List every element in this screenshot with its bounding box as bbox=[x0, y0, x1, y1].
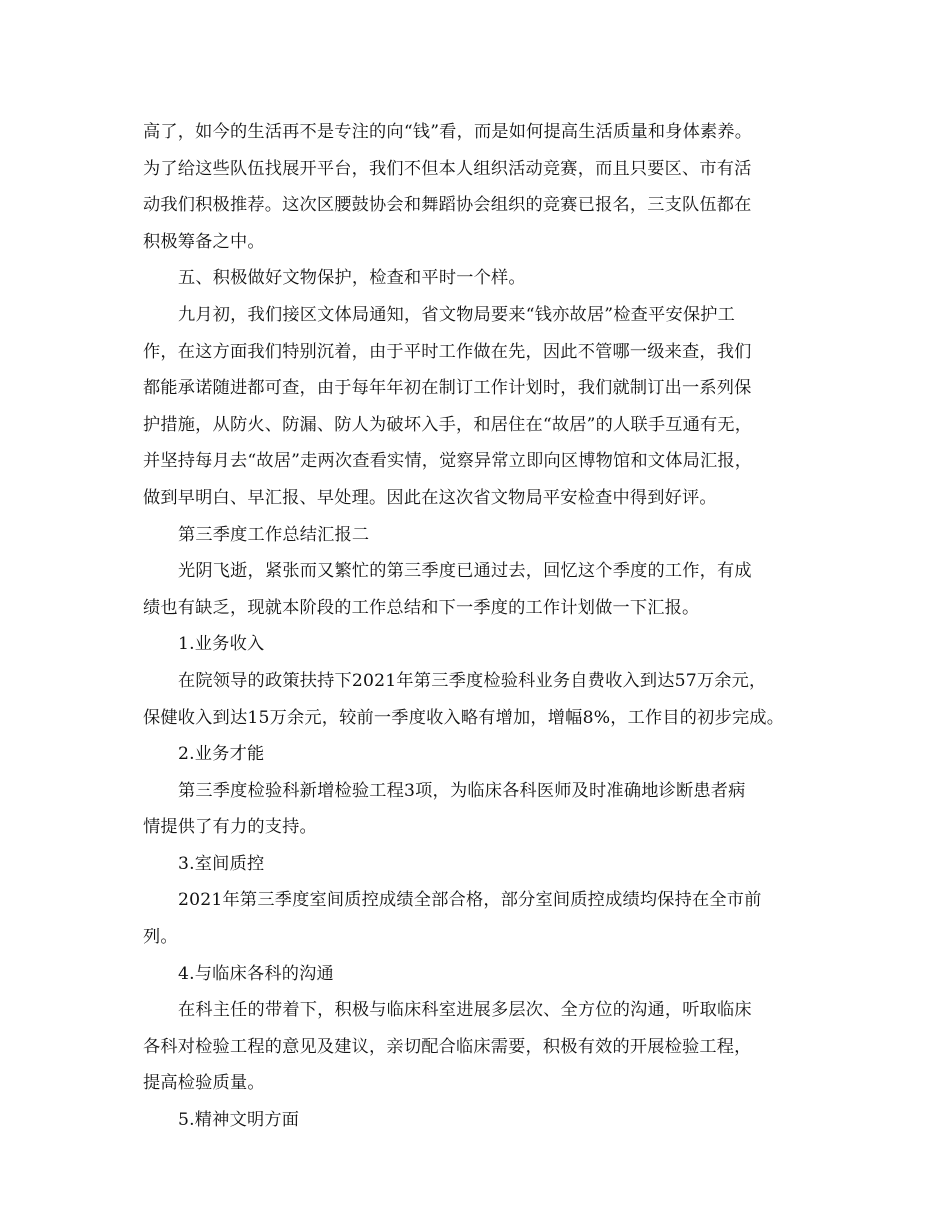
text-line: 3.室间质控 bbox=[178, 853, 265, 874]
text-line: 1.业务收入 bbox=[178, 634, 265, 655]
text-line: 光阴飞逝，紧张而又繁忙的第三季度已通过去，回忆这个季度的工作，有成 bbox=[178, 561, 752, 582]
text-line: 2021年第三季度室间质控成绩全部合格，部分室间质控成绩均保持在全市前 bbox=[178, 890, 762, 911]
text-line: 第三季度工作总结汇报二 bbox=[178, 524, 370, 545]
text-line: 在院领导的政策扶持下2021年第三季度检验科业务自费收入到达57万余元， bbox=[178, 670, 767, 691]
text-line: 为了给这些队伍找展开平台，我们不但本人组织活动竞赛，而且只要区、市有活 bbox=[143, 158, 752, 179]
text-line: 都能承诺随进都可查，由于每年年初在制订工作计划时，我们就制订出一系列保 bbox=[143, 378, 752, 399]
text-line: 提高检验质量。 bbox=[143, 1073, 265, 1094]
text-line: 积极筹备之中。 bbox=[143, 231, 265, 252]
text-line: 五、积极做好文物保护，检查和平时一个样。 bbox=[178, 268, 526, 289]
text-line: 作，在这方面我们特别沉着，由于平时工作做在先，因此不管哪一级来查，我们 bbox=[143, 341, 752, 362]
text-line: 4.与临床各科的沟通 bbox=[178, 963, 334, 984]
text-line: 九月初，我们接区文体局通知，省文物局要来“钱亦故居”检查平安保护工 bbox=[178, 304, 735, 325]
text-line: 列。 bbox=[143, 927, 178, 948]
text-line: 各科对检验工程的意见及建议，亲切配合临床需要，积极有效的开展检验工程， bbox=[143, 1036, 752, 1057]
text-line: 2.业务才能 bbox=[178, 744, 265, 765]
text-line: 高了，如今的生活再不是专注的向“钱”看，而是如何提高生活质量和身体素养。 bbox=[143, 122, 753, 142]
document-body bbox=[143, 114, 833, 1139]
text-line: 护措施，从防火、防漏、防人为破坏入手，和居住在“故居”的人联手互通有无， bbox=[143, 414, 753, 435]
text-line: 第三季度检验科新增检验工程3项，为临床各科医师及时准确地诊断患者病 bbox=[178, 780, 746, 801]
text-line: 保健收入到达15万余元，较前一季度收入略有增加，增幅8%，工作目的初步完成。 bbox=[143, 707, 785, 728]
text-line: 情提供了有力的支持。 bbox=[143, 817, 317, 838]
text-line: 做到早明白、早汇报、早处理。因此在这次省文物局平安检查中得到好评。 bbox=[143, 487, 717, 508]
text-line: 并坚持每月去“故居”走两次查看实情，觉察异常立即向区博物馆和文体局汇报， bbox=[143, 451, 753, 472]
text-line: 在科主任的带着下，积极与临床科室进展多层次、全方位的沟通，听取临床 bbox=[178, 1000, 752, 1021]
text-line: 5.精神文明方面 bbox=[178, 1110, 300, 1131]
text-line: 动我们积极推荐。这次区腰鼓协会和舞蹈协会组织的竞赛已报名，三支队伍都在 bbox=[143, 195, 752, 216]
text-line: 绩也有缺乏，现就本阶段的工作总结和下一季度的工作计划做一下汇报。 bbox=[143, 597, 700, 618]
